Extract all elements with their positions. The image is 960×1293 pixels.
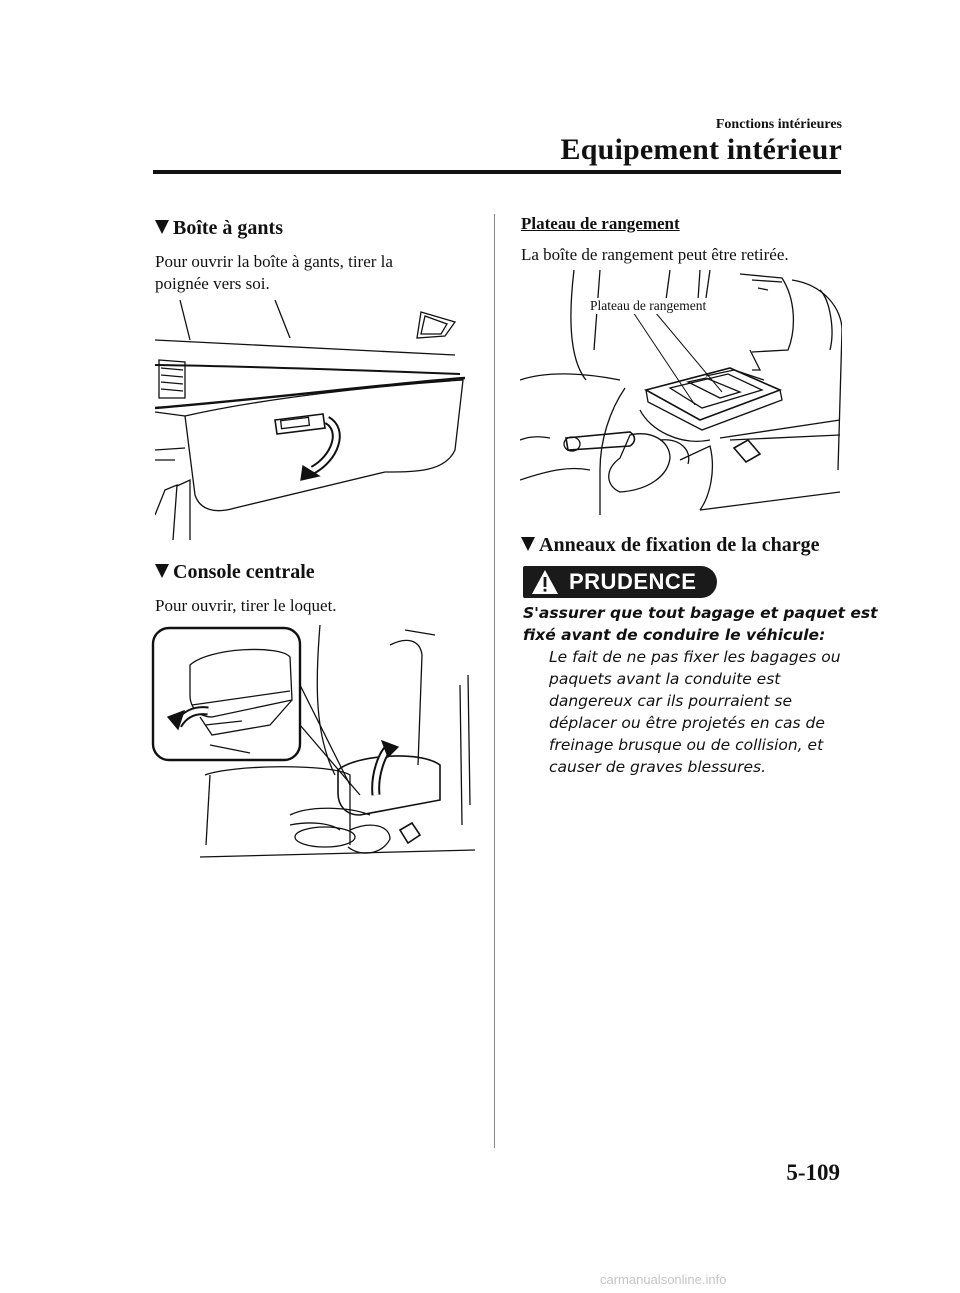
page-title: Equipement intérieur xyxy=(560,133,842,166)
warning-triangle-icon xyxy=(531,569,559,595)
rings-heading xyxy=(521,534,820,557)
triangle-bullet-icon xyxy=(155,220,169,234)
chapter-label: Fonctions intérieures xyxy=(715,117,842,132)
console-text: Pour ouvrir, tirer le loquet. xyxy=(155,596,337,615)
warning-line: freinage brusque ou de collision, et xyxy=(549,736,824,754)
triangle-bullet-icon xyxy=(521,537,535,551)
warning-bold-line2: fixé avant de conduire le véhicule: xyxy=(523,626,826,644)
glovebox-title: Boîte à gants xyxy=(173,217,283,239)
glovebox-illustration xyxy=(155,300,465,540)
console-illustration xyxy=(150,625,475,865)
warning-body-text xyxy=(549,646,841,778)
triangle-bullet-icon xyxy=(155,564,169,578)
warning-line: dangereux car ils pourraient se xyxy=(549,692,792,710)
footer-watermark: carmanualsonline.info xyxy=(600,1272,727,1287)
warning-bold-line1: S'assurer que tout bagage et paquet est xyxy=(523,604,878,622)
page-number: 5-109 xyxy=(786,1160,840,1185)
glovebox-text-line1: Pour ouvrir la boîte à gants, tirer la xyxy=(155,252,393,271)
console-heading xyxy=(155,561,315,584)
glovebox-text-line2: poignée vers soi. xyxy=(155,274,270,293)
column-divider xyxy=(494,214,495,1148)
warning-line: paquets avant la conduite est xyxy=(549,670,781,688)
header-rule xyxy=(153,170,841,174)
warning-line: Le fait de ne pas fixer les bagages ou xyxy=(549,648,841,666)
glovebox-heading xyxy=(155,217,283,240)
tray-subtitle: Plateau de rangement xyxy=(521,214,680,233)
glovebox-text xyxy=(155,251,393,295)
warning-bold-text xyxy=(523,602,878,646)
warning-line: causer de graves blessures. xyxy=(549,758,767,776)
warning-badge xyxy=(523,566,717,598)
warning-badge-label: PRUDENCE xyxy=(569,569,697,594)
rings-title: Anneaux de fixation de la charge xyxy=(539,534,820,556)
console-title: Console centrale xyxy=(173,561,315,583)
tray-text: La boîte de rangement peut être retirée. xyxy=(521,245,789,264)
warning-line: déplacer ou être projetés en cas de xyxy=(549,714,825,732)
tray-callout-label: Plateau de rangement xyxy=(590,298,707,313)
